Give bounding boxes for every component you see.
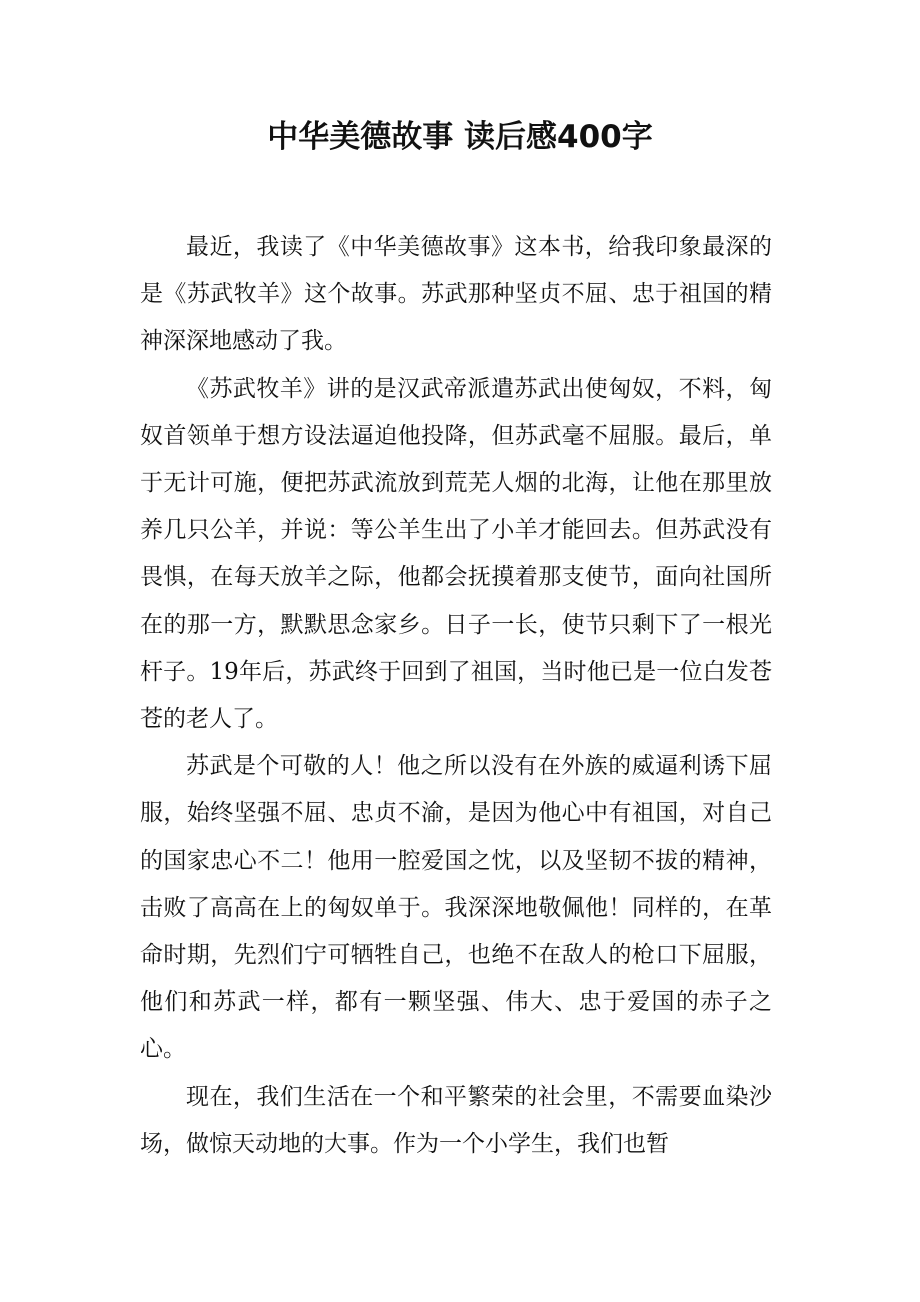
document-body [140, 224, 772, 1168]
document-title: 中华美德故事 读后感400字 [267, 119, 653, 155]
paragraph-3: 苏武是个可敬的人！他之所以没有在外族的威逼利诱下屈服，始终坚强不屈、忠贞不渝，是因为他心中有祖国，对自己的国家忠心不二！他用一腔爱国之忱，以及坚韧不拔的精神，击败了高高在上的匈奴单于。我深深地敬佩他！同样的，在革命时期，先烈们宁可牺牲自己，也绝不在敌人的枪口下屈服，他们和苏武一样，都有一颗坚强、伟大、忠于爱国的赤子之心。 [140, 753, 772, 1063]
paragraph-4: 现在，我们生活在一个和平繁荣的社会里，不需要血染沙场，做惊天动地的大事。作为一个小学生，我们也暂 [140, 1083, 772, 1157]
paragraph-1: 最近，我读了《中华美德故事》这本书，给我印象最深的是《苏武牧羊》这个故事。苏武那种坚贞不屈、忠于祖国的精神深深地感动了我。 [140, 234, 772, 355]
paragraph-2: 《苏武牧羊》讲的是汉武帝派遣苏武出使匈奴，不料，匈奴首领单于想方设法逼迫他投降，但苏武毫不屈服。最后，单于无计可施，便把苏武流放到荒芜人烟的北海，让他在那里放养几只公羊，并说：等公羊生出了小羊才能回去。但苏武没有畏惧，在每天放羊之际，他都会抚摸着那支使节，面向社国所在的那一方，默默思念家乡。日子一长，使节只剩下了一根光杆子。19年后，苏武终于回到了祖国，当时他已是一位白发苍苍的老人了。 [140, 375, 772, 733]
